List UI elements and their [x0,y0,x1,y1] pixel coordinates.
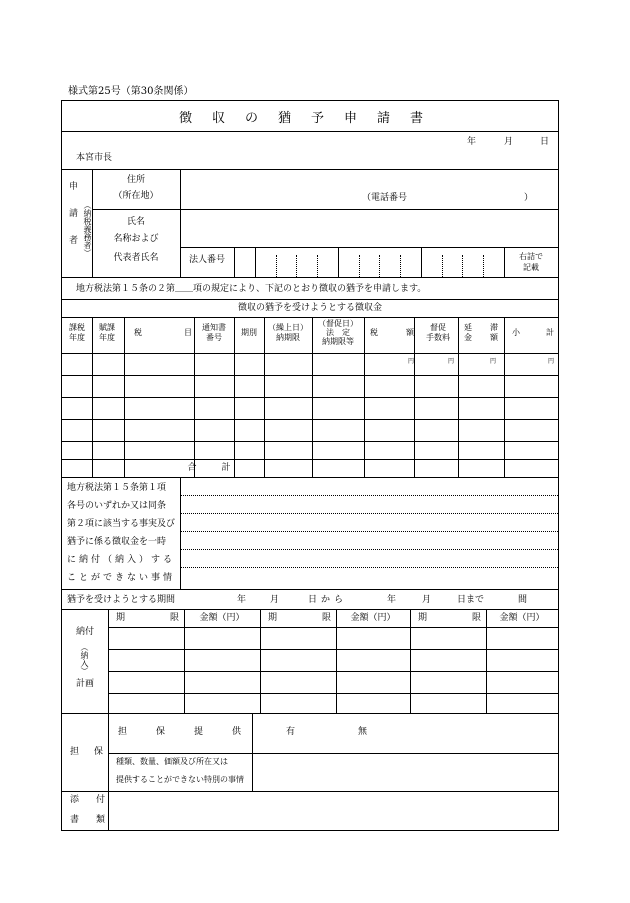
corp-number-label: 法人番号 [188,255,225,265]
plan-header-due: 期 [116,613,126,623]
header-subtotal: 小 [512,328,520,337]
yen-delay: 円 [489,358,496,365]
header-tax-amount: 税 [370,328,378,337]
divider [486,609,487,713]
divider [180,513,558,514]
header-legal-due: （督促日） [318,319,358,328]
divider [62,353,558,354]
plan-header-due: 期 [268,613,278,623]
date-day[interactable]: 日 [540,137,550,147]
header-due-2: 納期限 [276,333,300,342]
name-label-3: 代表者氏名 [113,253,159,263]
header-tax-amount-2: 額 [406,328,414,337]
period-month[interactable]: 月 [270,595,280,605]
divider [180,247,558,248]
plan-side-label-2: （納入） [80,643,89,675]
divider [252,713,253,753]
period-year[interactable]: 年 [237,595,247,605]
divider [62,589,558,590]
addressee: 本宮市長 [76,153,113,163]
header-tax-item: 税 [134,328,142,337]
header-fee: 督促 [430,323,446,332]
corp-digit-divider [255,247,256,277]
period-day-from[interactable]: 日から [308,595,348,605]
date-month[interactable]: 月 [504,137,514,147]
divider [108,753,558,754]
header-subtotal-2: 計 [546,328,554,337]
divider [184,609,185,713]
corp-digit-divider [379,255,380,277]
form-number-label: 様式第25号（第30条関係） [68,86,194,97]
signature-note: 右詰で [519,252,543,261]
reason-line: に納付（納入）する [67,555,176,565]
corp-digit-divider [276,255,277,277]
header-tax-item-2: 目 [184,328,192,337]
total-label: 合 計 [187,463,239,473]
header-levy-year-2: 年度 [99,333,115,342]
corp-digit-divider [317,255,318,277]
divider [180,549,558,550]
plan-header-due: 期 [418,613,428,623]
phone-label: （電話番号 [362,193,408,203]
plan-header-due-2: 限 [472,613,482,623]
yen-subtotal: 円 [547,358,554,365]
yen-tax: 円 [407,358,414,365]
period-span[interactable]: 間 [518,595,528,605]
header-notice-no: 通知書 [202,323,226,332]
divider [180,495,558,496]
divider [108,609,109,713]
name-label-2: 名称および [113,234,159,244]
attachment-label: 添 付 [70,795,110,805]
applicant-side-sub: （納税義務者） [83,201,92,257]
divider [108,627,558,628]
plan-side-label-3: 計画 [75,679,94,689]
period-day-to[interactable]: 日まで [457,595,485,605]
header-due: （繰上日） [268,323,308,332]
divider [108,649,558,650]
collateral-detail-2: 提供することができない特別の事情 [116,775,244,784]
divider [62,459,364,460]
corp-digit-divider [359,255,360,277]
reason-line: ことができない事情 [67,573,176,583]
collateral-offer-label: 担 保 提 供 [118,727,252,737]
collateral-side-label-2: 保 [94,747,104,757]
reason-line: 各号のいずれか又は同条 [67,501,167,511]
form-title: 徴収の猶予申請書 [178,111,443,126]
corp-digit-divider [483,255,484,277]
corp-digit-divider [400,255,401,277]
plan-header-due-2: 限 [322,613,332,623]
divider [108,713,109,791]
divider [62,169,558,170]
divider [62,441,558,442]
collateral-detail: 種類、数量、価額及び所在又は [116,757,228,766]
reason-line: 第２項に該当する事実及び [67,519,176,529]
divider [62,277,558,278]
header-tax-year-2: 年度 [69,333,85,342]
divider [180,531,558,532]
applicant-side-label: 申請者 [67,181,77,262]
header-tax-year: 課税 [69,323,85,332]
date-year[interactable]: 年 [467,137,477,147]
plan-header-amount: 金額（円） [199,613,245,623]
header-installment: 期別 [241,328,257,337]
divider [234,247,235,277]
divider [62,375,558,376]
divider [62,299,558,300]
divider [62,317,558,318]
divider [108,693,558,694]
corp-digit-divider [296,255,297,277]
divider [92,209,558,210]
yen-fee: 円 [447,358,454,365]
corp-digit-divider [442,255,443,277]
divider [364,459,558,460]
divider [180,567,558,568]
divider [62,609,558,610]
name-label: 氏名 [126,217,145,227]
divider [410,609,411,713]
plan-header-due-2: 限 [170,613,180,623]
reason-line: 猶予に係る徴収金を一時 [67,537,167,547]
header-delay-4: 額 [490,333,498,342]
corp-digit-divider [338,247,339,277]
plan-side-label: 納付 [75,627,94,637]
collateral-side-label: 担 [70,747,80,757]
collateral-yes[interactable]: 有 [286,727,296,737]
collateral-no[interactable]: 無 [358,727,368,737]
address-label: 住所 [126,175,145,185]
header-delay-3: 金 [464,333,472,342]
header-levy-year: 賦課 [99,323,115,332]
divider [62,397,558,398]
divider [260,609,261,713]
divider [62,419,558,420]
period-month-2[interactable]: 月 [422,595,432,605]
divider [62,131,558,132]
divider [62,713,558,714]
divider [108,671,558,672]
divider [252,753,253,791]
plan-header-amount: 金額（円） [499,613,545,623]
period-year-2[interactable]: 年 [387,595,397,605]
application-statement: 地方税法第１５条の２第＿＿項の規定により、下記のとおり徴収の猶予を申請します。 [76,284,427,294]
application-form [61,100,559,831]
table-caption: 徴収の猶予を受けようとする徴収金 [237,303,382,313]
divider [180,477,181,589]
divider [62,477,558,478]
address-label-sub: （所在地） [113,191,159,201]
phone-close: ） [524,193,534,203]
header-fee-2: 手数料 [426,333,450,342]
corp-digit-divider [421,247,422,277]
period-label: 猶予を受けようとする期間 [67,595,176,605]
header-delay-2: 滞 [490,323,498,332]
corp-digit-divider [462,255,463,277]
divider [336,609,337,713]
plan-header-amount: 金額（円） [350,613,396,623]
header-legal-due-3: 納期限等 [322,337,354,346]
reason-line: 地方税法第１５条第１項 [67,483,167,493]
header-delay: 延 [464,323,472,332]
header-notice-no-2: 番号 [206,333,222,342]
divider [62,791,558,792]
signature-note-2: 記載 [523,263,539,272]
attachment-label-2: 書 類 [70,815,110,825]
header-legal-due-2: 法 定 [326,328,350,337]
